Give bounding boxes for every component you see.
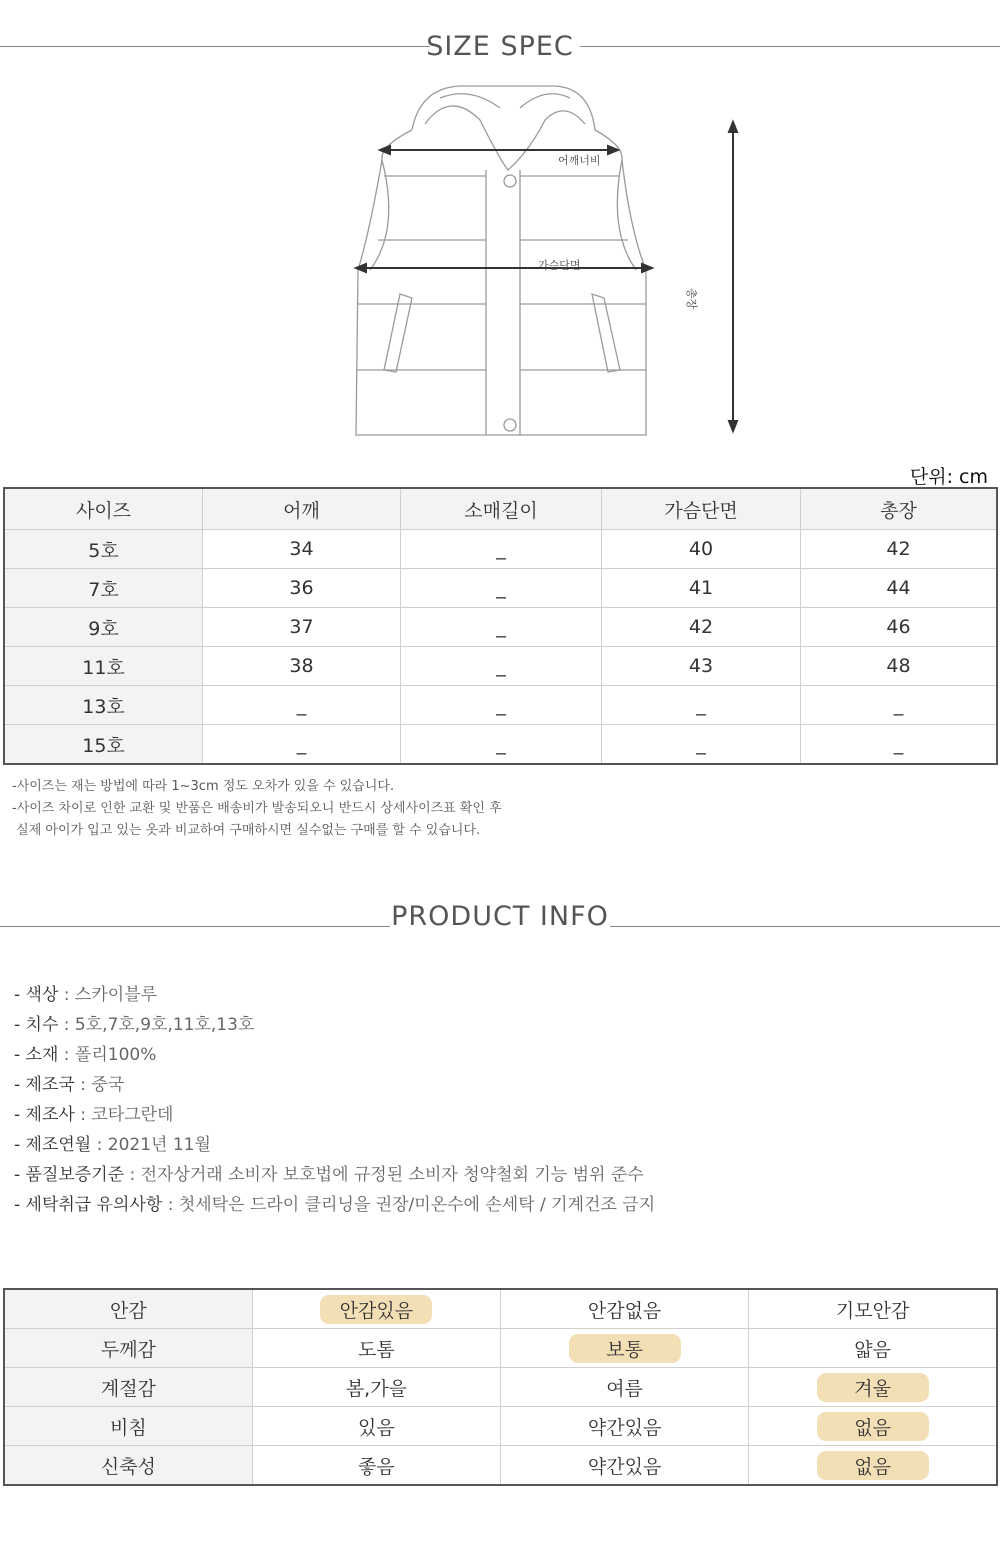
option-text: 얇음 [854,1338,891,1361]
length-label: 총장 [685,288,698,310]
header-sleeve: 소매길이 [401,488,602,530]
note-line: -사이즈 차이로 인한 교환 및 반품은 배송비가 발송되오니 반드시 상세사이즈표 확인 후 [12,801,502,816]
feature-row [4,1289,997,1329]
feature-option [749,1368,997,1407]
feature-option [501,1289,749,1329]
info-item [14,1040,655,1070]
option-text: 없음 [817,1412,929,1441]
chest-cell: _ [602,686,801,725]
option-text: 없음 [817,1451,929,1480]
shoulder-cell: 38 [203,647,401,686]
info-item [14,1100,655,1130]
option-text: 기모안감 [835,1299,910,1322]
info-value: : 중국 [74,1075,125,1095]
size-spec-heading [0,32,1000,62]
header-length: 총장 [801,488,998,530]
info-key: - 제조국 [14,1075,75,1095]
feature-label: 신축성 [4,1446,252,1486]
table-row [4,530,997,569]
info-value: : 스카이블루 [58,985,158,1005]
info-item [14,1160,655,1190]
info-item [14,1130,655,1160]
note-line: 실제 아이가 입고 있는 옷과 비교하여 구매하시면 실수없는 구매를 할 수 있습니다. [12,823,481,838]
feature-option [252,1329,500,1368]
info-key: - 품질보증기준 [14,1165,125,1185]
info-value: : 첫세탁은 드라이 클리닝을 권장/미온수에 손세탁 / 기계건조 금지 [162,1195,656,1215]
info-value: : 폴리100% [58,1045,157,1065]
header-shoulder: 어깨 [203,488,401,530]
feature-label: 비침 [4,1407,252,1446]
header-size: 사이즈 [4,488,203,530]
feature-label: 두께감 [4,1329,252,1368]
sleeve-cell: _ [401,686,602,725]
shoulder-cell: 37 [203,608,401,647]
feature-option [252,1446,500,1486]
feature-label: 안감 [4,1289,252,1329]
size-cell: 5호 [4,530,203,569]
length-cell: 46 [801,608,998,647]
feature-option [252,1407,500,1446]
note-line: -사이즈는 재는 방법에 따라 1~3cm 정도 오차가 있을 수 있습니다. [12,779,395,794]
option-text: 약간있음 [587,1455,662,1478]
size-table [3,487,998,765]
feature-option [749,1289,997,1329]
shoulder-cell: 36 [203,569,401,608]
shoulder-cell: _ [203,725,401,765]
feature-option [749,1446,997,1486]
option-text: 겨울 [817,1373,929,1402]
size-cell: 9호 [4,608,203,647]
shoulder-label: 어깨너비 [558,154,601,167]
feature-option [501,1446,749,1486]
info-key: - 소재 [14,1045,59,1065]
product-info-heading [0,902,1000,932]
product-info-list [14,980,655,1220]
unit-label: 단위: cm [909,466,988,488]
size-cell: 7호 [4,569,203,608]
option-text: 약간있음 [587,1416,662,1439]
chest-cell: 43 [602,647,801,686]
sleeve-cell: _ [401,725,602,765]
chest-cell: 42 [602,608,801,647]
shoulder-cell: 34 [203,530,401,569]
chest-cell: 40 [602,530,801,569]
option-text: 안감있음 [320,1295,432,1324]
size-notes [12,776,502,842]
info-value: : 2021년 11월 [91,1135,211,1155]
length-cell: _ [801,686,998,725]
size-cell: 11호 [4,647,203,686]
feature-row [4,1368,997,1407]
sleeve-cell: _ [401,647,602,686]
option-text: 여름 [606,1377,643,1400]
length-cell: 42 [801,530,998,569]
feature-row [4,1446,997,1486]
info-key: - 제조사 [14,1105,75,1125]
feature-option [252,1368,500,1407]
info-key: - 치수 [14,1015,59,1035]
feature-option [501,1368,749,1407]
option-text: 보통 [569,1334,681,1363]
feature-row [4,1407,997,1446]
table-row [4,569,997,608]
info-item [14,1190,655,1220]
feature-option [252,1289,500,1329]
info-value: : 코타그란데 [74,1105,174,1125]
info-item [14,1010,655,1040]
info-item [14,1070,655,1100]
feature-table [3,1288,998,1486]
shoulder-cell: _ [203,686,401,725]
feature-label: 계절감 [4,1368,252,1407]
chest-label: 가슴단면 [538,259,581,272]
feature-option [749,1329,997,1368]
option-text: 도톰 [358,1338,395,1361]
feature-option [501,1329,749,1368]
product-info-title: PRODUCT INFO [391,901,609,932]
chest-cell: _ [602,725,801,765]
sleeve-cell: _ [401,569,602,608]
size-spec-title: SIZE SPEC [426,31,574,62]
size-cell: 15호 [4,725,203,765]
header-chest: 가슴단면 [602,488,801,530]
chest-cell: 41 [602,569,801,608]
sleeve-cell: _ [401,530,602,569]
length-cell: _ [801,725,998,765]
table-row [4,647,997,686]
table-row [4,725,997,765]
size-cell: 13호 [4,686,203,725]
table-row [4,608,997,647]
table-header-row [4,488,997,530]
info-value: : 5호,7호,9호,11호,13호 [58,1015,255,1035]
length-cell: 44 [801,569,998,608]
sleeve-cell: _ [401,608,602,647]
length-cell: 48 [801,647,998,686]
option-text: 봄,가을 [345,1377,407,1400]
feature-option [501,1407,749,1446]
info-item [14,980,655,1010]
feature-option [749,1407,997,1446]
option-text: 안감없음 [587,1299,662,1322]
option-text: 있음 [358,1416,395,1439]
feature-row [4,1329,997,1368]
table-row [4,686,997,725]
option-text: 좋음 [358,1455,395,1478]
info-value: : 전자상거래 소비자 보호법에 규정된 소비자 청약철회 기능 범위 준수 [124,1165,644,1185]
info-key: - 제조연월 [14,1135,92,1155]
info-key: - 색상 [14,985,59,1005]
info-key: - 세탁취급 유의사항 [14,1195,163,1215]
